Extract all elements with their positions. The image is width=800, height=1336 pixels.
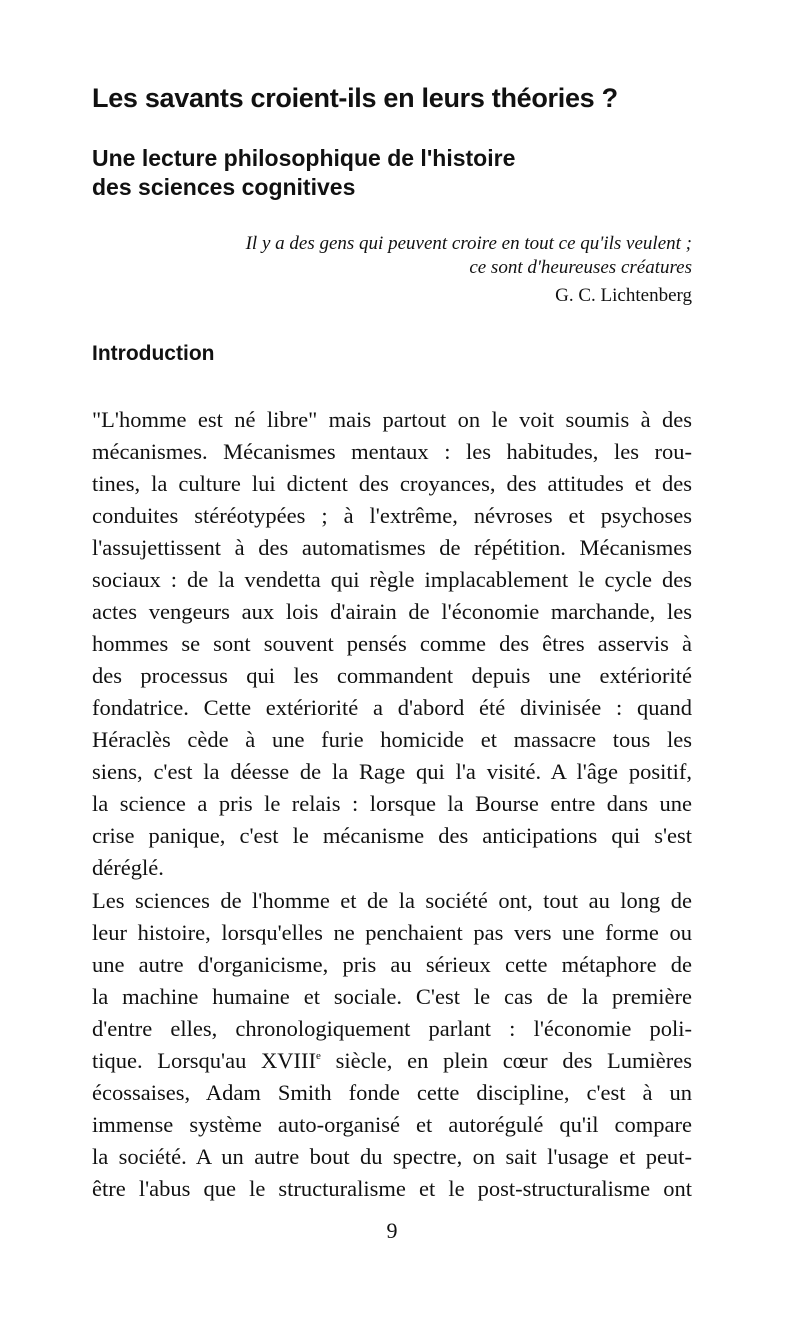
text-line: des processus qui les commandent depuis une extériorité — [92, 663, 692, 688]
text-line: la société. A un autre bout du spectre, on sait l'usage et peut- — [92, 1144, 692, 1169]
text-line: siens, c'est la déesse de la Rage qui l'a visité. A l'âge positif, — [92, 759, 692, 784]
text-line: "L'homme est né libre" mais partout on le voit soumis à des — [92, 407, 692, 432]
text-line: immense système auto-organisé et autorégulé qu'il compare — [92, 1112, 692, 1137]
text-line — [92, 1045, 692, 1077]
text-segment: tique. Lorsqu'au XVIII — [92, 1048, 316, 1073]
text-line: mécanismes. Mécanismes mentaux : les habitudes, les rou- — [92, 439, 692, 464]
subtitle-line: des sciences cognitives — [92, 174, 356, 200]
text-line: conduites stéréotypées ; à l'extrême, névroses et psychoses — [92, 503, 692, 528]
text-line: l'assujettissent à des automatismes de répétition. Mécanismes — [92, 535, 692, 560]
text-segment: siècle, en plein cœur des Lumières — [320, 1048, 692, 1073]
text-line: la machine humaine et sociale. C'est le cas de la première — [92, 984, 692, 1009]
text-line: Les sciences de l'homme et de la société ont, tout au long de — [92, 888, 692, 913]
text-line: la science a pris le relais : lorsque la Bourse entre dans une — [92, 791, 692, 816]
paragraph-1 — [92, 404, 692, 884]
page-number: 9 — [386, 1218, 398, 1243]
superscript-e: e — [316, 1050, 321, 1062]
text-line: écossaises, Adam Smith fonde cette discipline, c'est à un — [92, 1080, 692, 1105]
text-line: sociaux : de la vendetta qui règle implacablement le cycle des — [92, 567, 692, 592]
paragraph-2 — [92, 885, 692, 1205]
text-line: une autre d'organicisme, pris au sérieux cette métaphore de — [92, 952, 692, 977]
text-line: hommes se sont souvent pensés comme des êtres asservis à — [92, 631, 692, 656]
subtitle-line: Une lecture philosophique de l'histoire — [92, 145, 516, 171]
text-line: fondatrice. Cette extériorité a d'abord été divinisée : quand — [92, 695, 692, 720]
chapter-title: Les savants croient-ils en leurs théories ? — [92, 83, 618, 113]
text-line: leur histoire, lorsqu'elles ne penchaient pas vers une forme ou — [92, 920, 692, 945]
epigraph-line: ce sont d'heureuses créatures — [469, 257, 692, 278]
section-heading-introduction: Introduction — [92, 342, 215, 365]
epigraph-line: Il y a des gens qui peuvent croire en tout ce qu'ils veulent ; — [245, 233, 692, 254]
text-line: être l'abus que le structuralisme et le post-structuralisme ont — [92, 1176, 692, 1201]
text-line: crise panique, c'est le mécanisme des anticipations qui s'est — [92, 823, 692, 848]
epigraph-author: G. C. Lichtenberg — [555, 285, 692, 306]
chapter-subtitle — [92, 144, 515, 202]
text-line: actes vengeurs aux lois d'airain de l'économie marchande, les — [92, 599, 692, 624]
text-line: Héraclès cède à une furie homicide et massacre tous les — [92, 727, 692, 752]
epigraph — [246, 232, 692, 308]
text-line: tines, la culture lui dictent des croyances, des attitudes et des — [92, 471, 692, 496]
text-line: d'entre elles, chronologiquement parlant : l'économie poli- — [92, 1016, 692, 1041]
text-line: déréglé. — [92, 855, 164, 880]
